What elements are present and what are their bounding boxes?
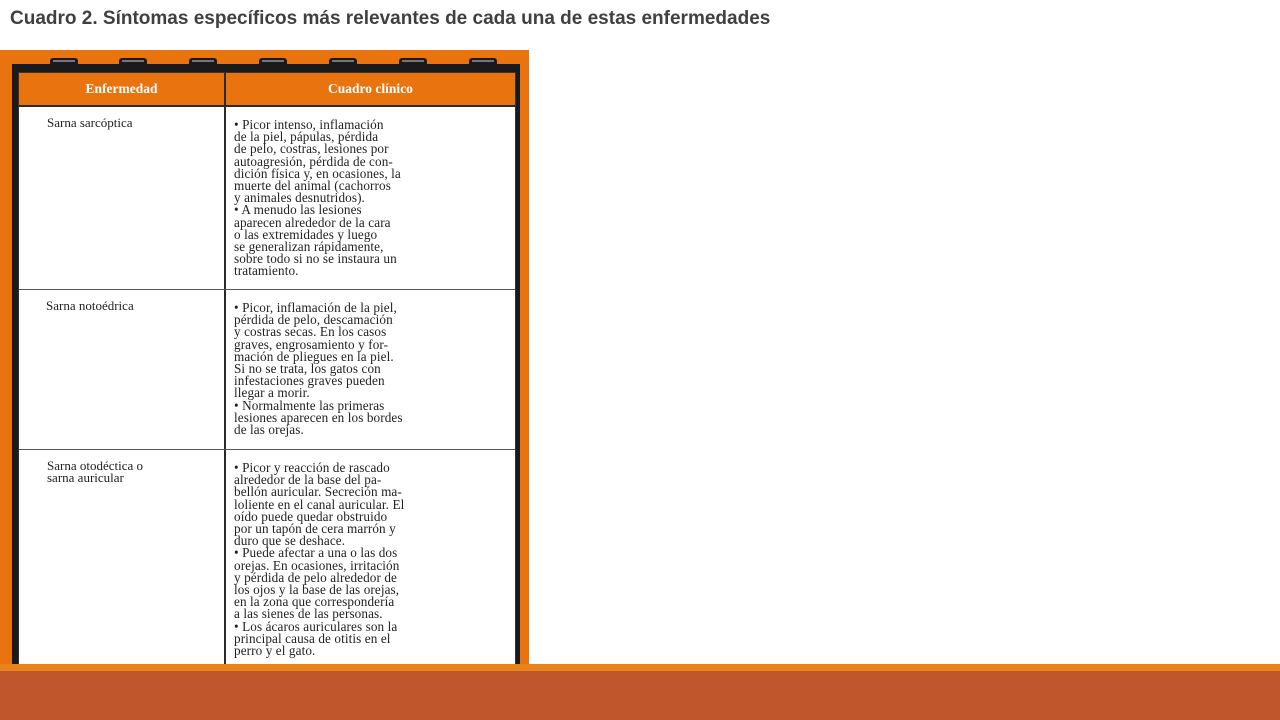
disease-name-cont: sarna auricular bbox=[47, 470, 124, 485]
header-cuadro-clinico: Cuadro clínico bbox=[328, 81, 413, 96]
disease-cell bbox=[19, 450, 226, 674]
clinical-text-line: de las orejas. bbox=[234, 422, 304, 438]
clinical-text-line: los ojos y la base de las orejas, bbox=[234, 582, 400, 598]
footer-accent-line bbox=[0, 664, 1280, 671]
clinical-text-line: autoagresión, pérdida de con- bbox=[234, 153, 393, 169]
clinical-text-line: oído puede quedar obstruido bbox=[234, 508, 388, 524]
ring-icon bbox=[329, 58, 357, 69]
clinical-text-line: orejas. En ocasiones, irritación bbox=[234, 557, 400, 573]
clinical-text-line: aparecen alrededor de la cara bbox=[234, 214, 391, 230]
table-header bbox=[19, 73, 515, 107]
clinical-text-line: y costras secas. En los casos bbox=[234, 324, 387, 340]
clinical-text-line: o las extremidades y luego bbox=[234, 226, 378, 242]
slide-title: Cuadro 2. Síntomas específicos más relevantes de cada una de estas enfermedades bbox=[10, 8, 771, 29]
clinical-text-line: llegar a morir. bbox=[234, 385, 310, 401]
ring-icon bbox=[119, 58, 147, 69]
ring-icon bbox=[50, 58, 78, 69]
clinical-text-line: • Normalmente las primeras bbox=[234, 397, 385, 413]
table-row-otodectica bbox=[19, 450, 515, 674]
clinical-text-line: infestaciones graves pueden bbox=[234, 373, 385, 389]
table-row-sarcoptica bbox=[19, 107, 515, 290]
clinical-text-line: • Puede afectar a una o las dos bbox=[234, 545, 398, 561]
clinical-text-line: • Picor intenso, inflamación bbox=[234, 117, 384, 132]
clinical-text-line: • Los ácaros auriculares son la bbox=[234, 618, 398, 634]
ring-icon bbox=[259, 58, 287, 69]
clinical-cell bbox=[226, 107, 515, 289]
clinical-text-line: tratamiento. bbox=[234, 263, 299, 279]
clinical-text-line: sobre todo si no se instaura un bbox=[234, 251, 397, 267]
clinical-text-line: mación de pliegues en la piel. bbox=[234, 348, 394, 364]
clinical-text-line: se generalizan rápidamente, bbox=[234, 239, 384, 255]
clinical-text-line: de pelo, costras, lesiones por bbox=[234, 141, 389, 157]
header-enfermedad: Enfermedad bbox=[19, 73, 226, 105]
clinical-text-line: • Picor y reacción de rascado bbox=[234, 460, 390, 475]
clinical-text-line: perro y el gato. bbox=[234, 643, 316, 659]
table-row-notoedrica bbox=[19, 290, 515, 450]
clinical-text-line: • A menudo las lesiones bbox=[234, 202, 362, 218]
disease-name: Sarna sarcóptica bbox=[47, 115, 133, 130]
symptoms-table bbox=[18, 72, 516, 674]
clinical-text-line: bellón auricular. Secreción ma- bbox=[234, 484, 402, 500]
ring-icon bbox=[399, 58, 427, 69]
clinical-text-line: alrededor de la base del pa- bbox=[234, 472, 382, 488]
clinical-text-line: de la piel, pápulas, pérdida bbox=[234, 129, 379, 145]
ring-icon bbox=[469, 58, 497, 69]
disease-name: Sarna otodéctica o bbox=[47, 458, 144, 473]
clinical-text-line: en la zona que correspondería bbox=[234, 594, 395, 610]
clinical-text-line: principal causa de otitis en el bbox=[234, 630, 391, 646]
clinical-text-line: dición física y, en ocasiones, la bbox=[234, 165, 401, 181]
clinical-text-line: y animales desnutridos). bbox=[234, 190, 365, 206]
disease-cell bbox=[19, 290, 226, 449]
clinical-text-line: por un tapón de cera marrón y bbox=[234, 521, 396, 537]
clinical-cell bbox=[226, 290, 515, 449]
disease-name: Sarna notoédrica bbox=[46, 298, 134, 313]
clinical-text-line: y pérdida de pelo alrededor de bbox=[234, 569, 398, 585]
table-figure bbox=[0, 50, 529, 688]
clinical-text-line: loliente en el canal auricular. El bbox=[234, 496, 405, 512]
clinical-text-line: lesiones aparecen en los bordes bbox=[234, 409, 403, 425]
clinical-cell bbox=[226, 450, 515, 674]
clinical-text-line: Si no se trata, los gatos con bbox=[234, 361, 381, 377]
clinical-text-line: • Picor, inflamación de la piel, bbox=[234, 300, 397, 315]
clinical-text-line: duro que se deshace. bbox=[234, 533, 346, 549]
ring-icon bbox=[189, 58, 217, 69]
clinical-text-line: a las sienes de las personas. bbox=[234, 606, 383, 622]
footer-band bbox=[0, 671, 1280, 720]
clinical-text-line: pérdida de pelo, descamación bbox=[234, 312, 393, 328]
clinical-text-line: graves, engrosamiento y for- bbox=[234, 336, 389, 352]
clinical-text-line: muerte del animal (cachorros bbox=[234, 178, 391, 194]
disease-cell bbox=[19, 107, 226, 289]
